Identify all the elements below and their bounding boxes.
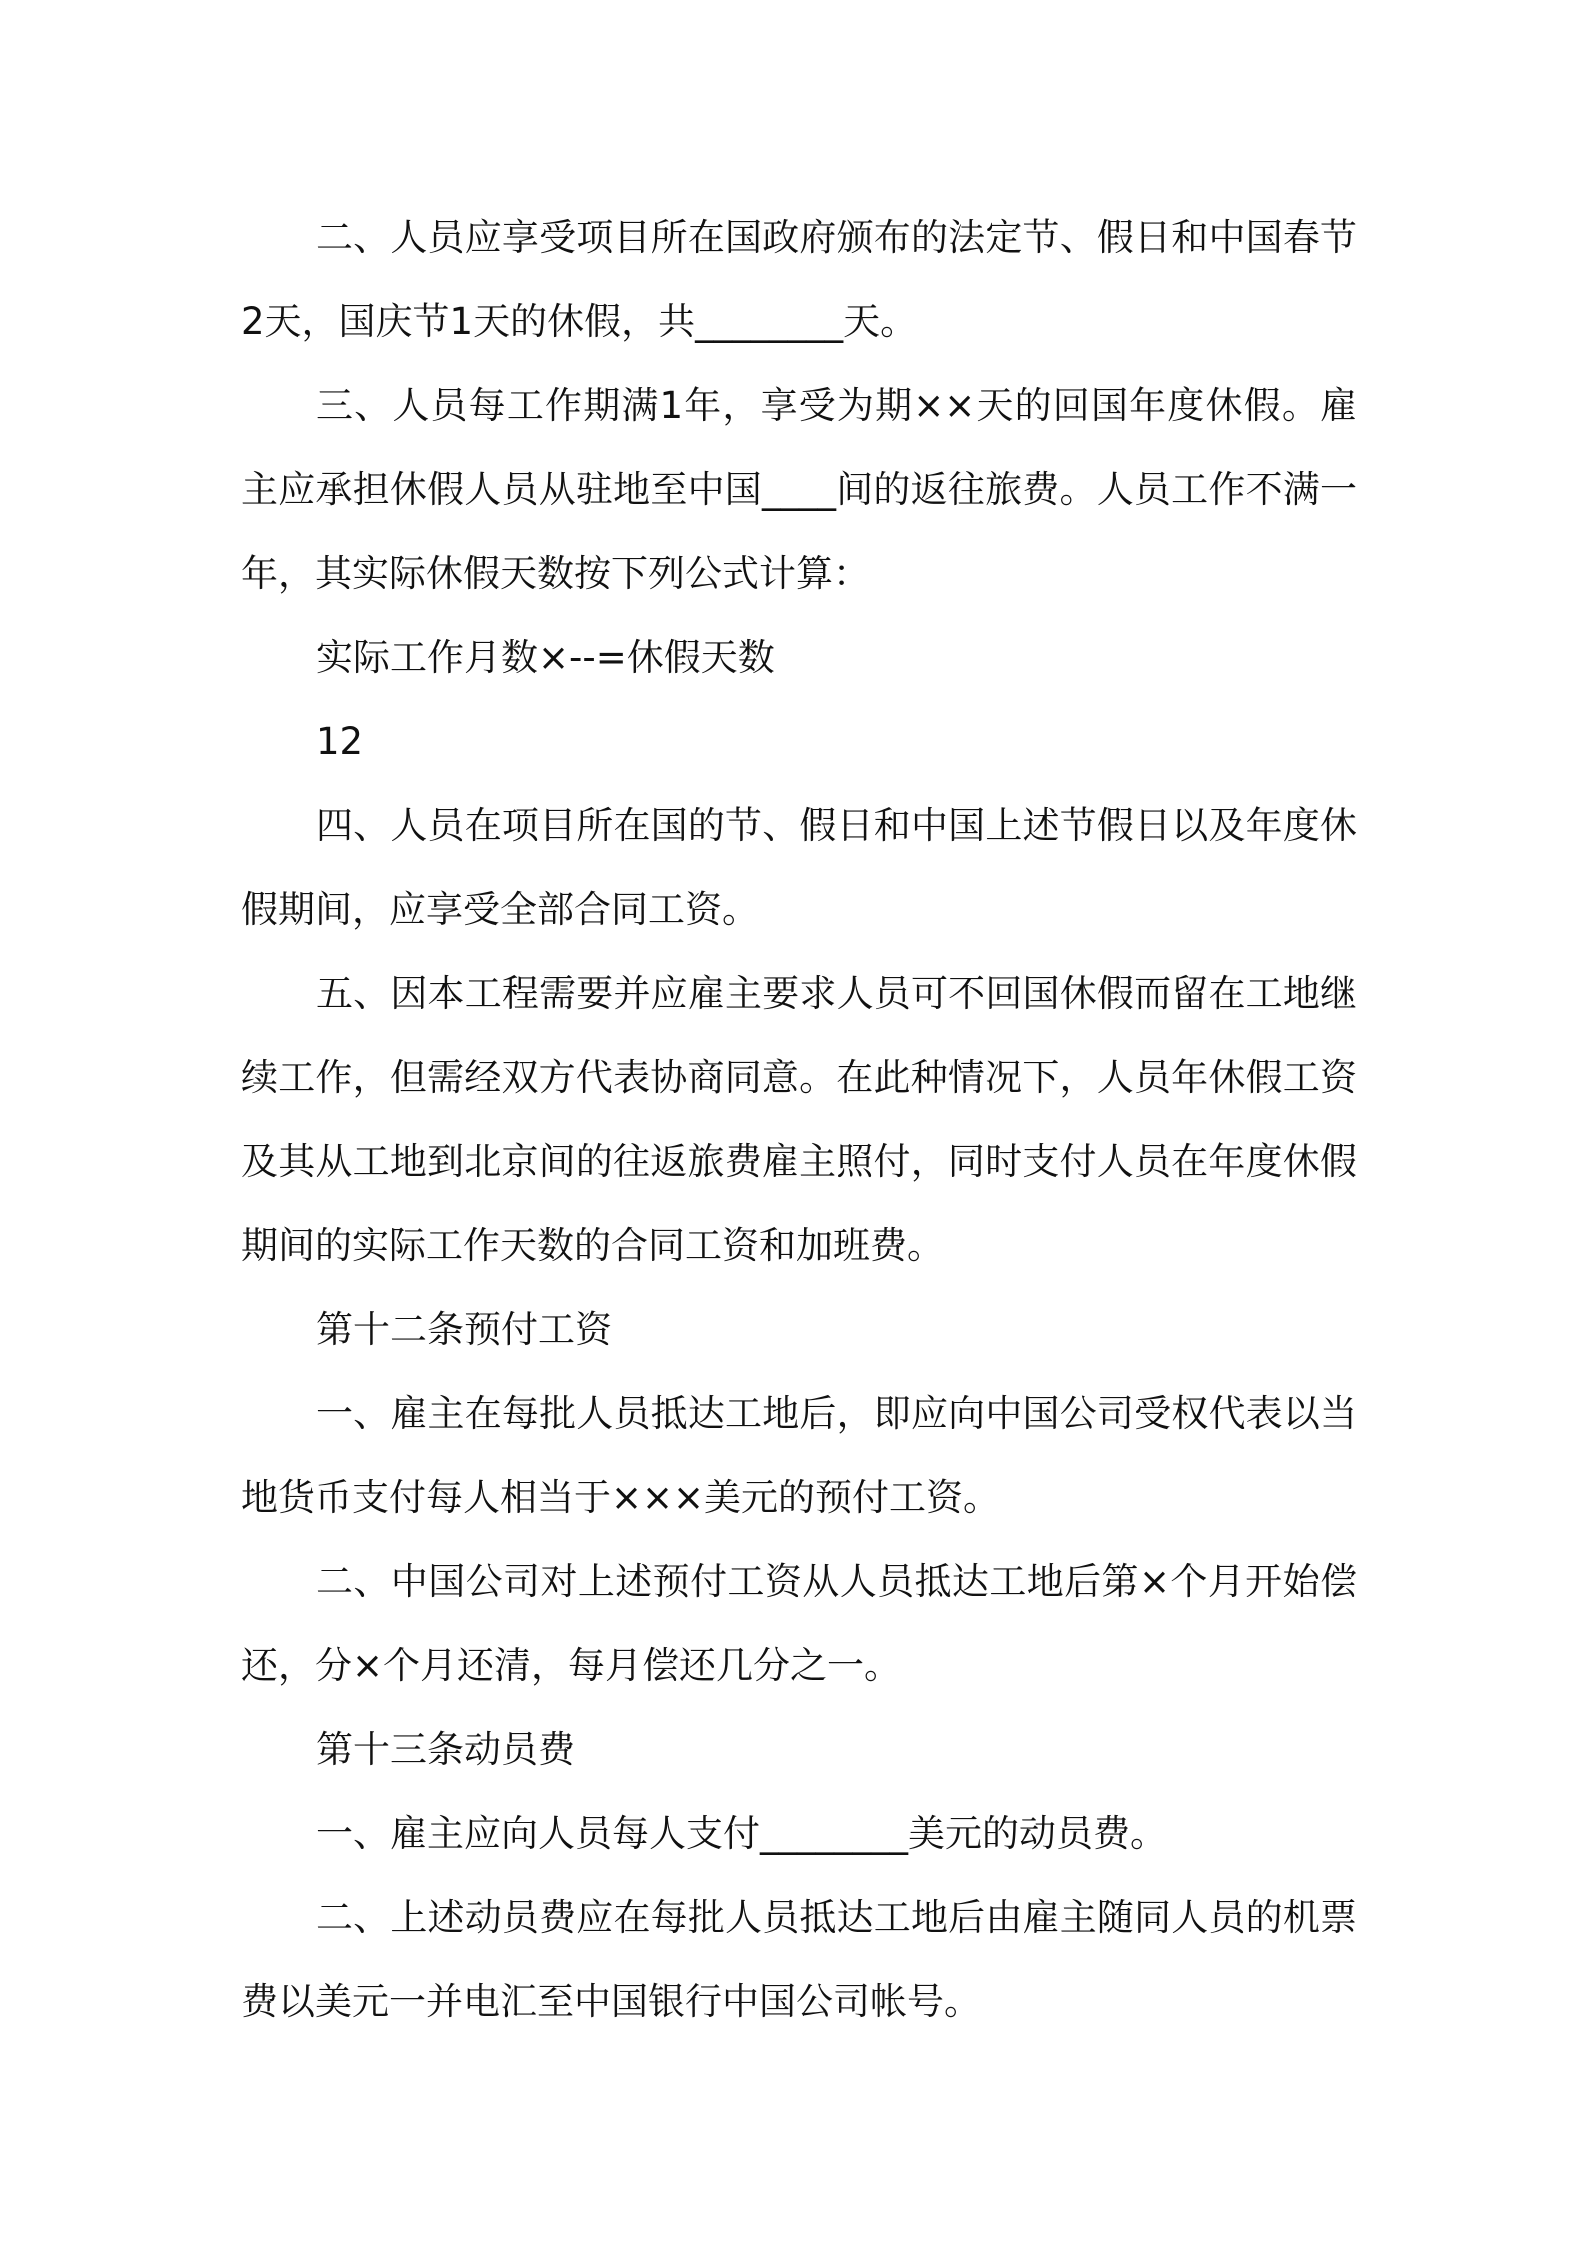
paragraph-holiday-pay: 四、人员在项目所在国的节、假日和中国上述节假日以及年度休假期间，应享受全部合同工资。 (241, 804, 1357, 931)
paragraph-holidays: 二、人员应享受项目所在国政府颁布的法定节、假日和中国春节2天，国庆节1天的休假，共________天。 (241, 216, 1357, 343)
article-12-heading: 第十二条预付工资 (316, 1308, 612, 1351)
paragraph-no-leave: 五、因本工程需要并应雇主要求人员可不回国休假而留在工地继续工作，但需经双方代表协商同意。在此种情况下，人员年休假工资及其从工地到北京间的往返旅费雇主照付，同时支付人员在年度休假期间的实际工作天数的合同工资和加班费。 (241, 972, 1357, 1267)
paragraph-mobilization-1: 一、雇主应向人员每人支付________美元的动员费。 (316, 1812, 1167, 1855)
paragraph-advance-pay-1: 一、雇主在每批人员抵达工地后，即应向中国公司受权代表以当地货币支付每人相当于×××美元的预付工资。 (241, 1392, 1357, 1519)
paragraph-mobilization-2: 二、上述动员费应在每批人员抵达工地后由雇主随同人员的机票费以美元一并电汇至中国银行中国公司帐号。 (241, 1896, 1357, 2023)
formula-denominator: 12 (316, 720, 364, 763)
paragraph-advance-pay-2: 二、中国公司对上述预付工资从人员抵达工地后第×个月开始偿还，分×个月还清，每月偿还几分之一。 (241, 1560, 1357, 1687)
formula-line: 实际工作月数×--=休假天数 (316, 636, 775, 679)
article-13-heading: 第十三条动员费 (316, 1728, 575, 1771)
paragraph-annual-leave: 三、人员每工作期满1年，享受为期××天的回国年度休假。雇主应承担休假人员从驻地至中国____间的返往旅费。人员工作不满一年，其实际休假天数按下列公式计算： (241, 384, 1357, 595)
document-body (241, 196, 1357, 2044)
